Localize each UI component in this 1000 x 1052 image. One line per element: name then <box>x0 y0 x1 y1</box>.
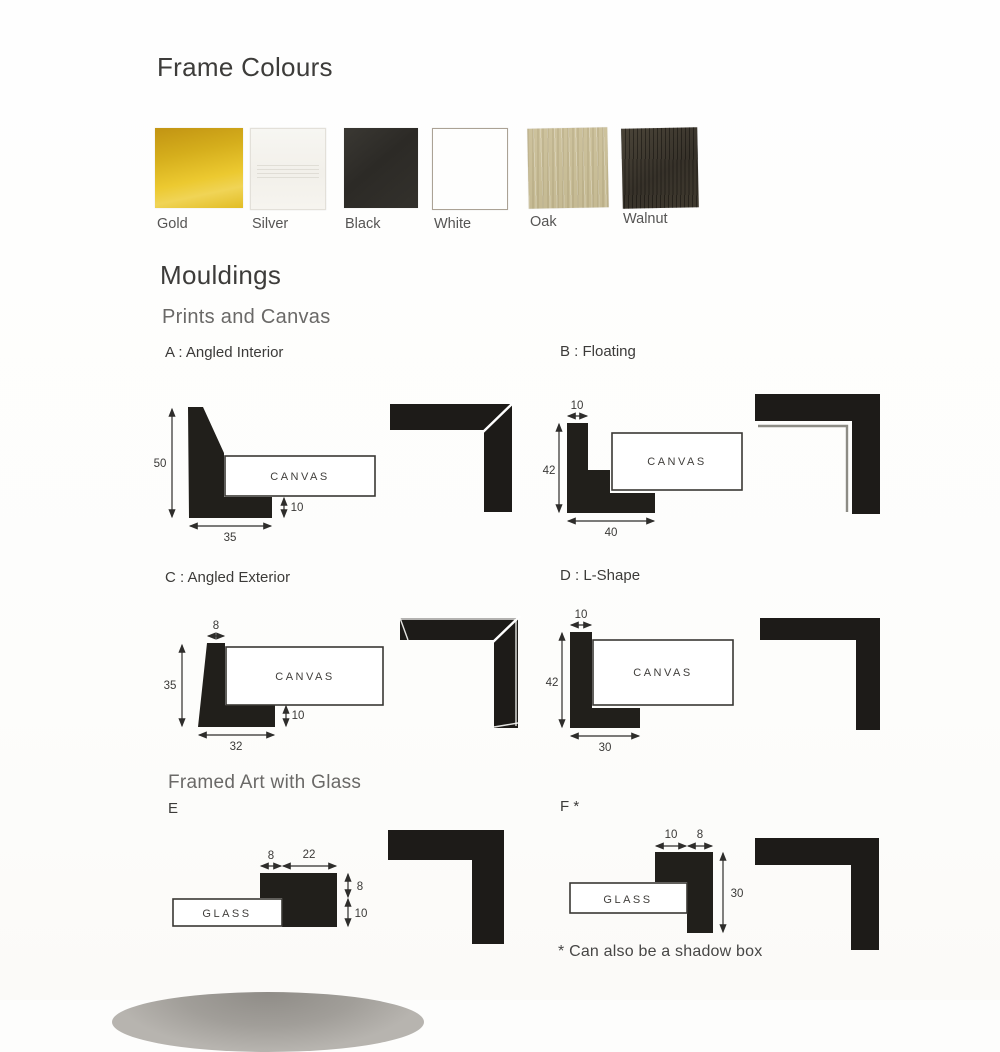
moulding-a-diagram <box>150 398 400 548</box>
swatch-silver <box>250 128 326 210</box>
frame-corner <box>760 618 880 730</box>
corner-sample-f <box>753 836 881 952</box>
dim-right-top: 8 <box>356 881 364 893</box>
floating-gap-line <box>758 426 847 512</box>
corner-sample-a <box>388 400 514 515</box>
moulding-b-diagram <box>542 398 755 543</box>
dim-lip: 10 <box>291 710 305 722</box>
dim-top: 8 <box>212 620 220 632</box>
corner-sample-e <box>386 828 506 946</box>
swatch-black <box>344 128 418 208</box>
glass-label: GLASS <box>603 894 653 906</box>
moulding-c-diagram <box>150 615 400 760</box>
frame-corner <box>388 830 504 944</box>
swatch-label-gold: Gold <box>157 216 188 232</box>
mouldings-title: Mouldings <box>160 260 282 290</box>
moulding-d-label: D : L-Shape <box>560 567 641 584</box>
canvas-label: CANVAS <box>275 671 335 683</box>
canvas-label: CANVAS <box>647 456 707 468</box>
framed-art-heading: Framed Art with Glass <box>168 772 362 793</box>
moulding-e-diagram <box>160 820 390 950</box>
swatch-label-black: Black <box>345 216 381 232</box>
dim-top: 10 <box>574 609 588 621</box>
glass-label: GLASS <box>202 908 252 920</box>
moulding-e-label: E <box>168 800 179 817</box>
dim-right-bottom: 10 <box>354 908 368 920</box>
dim-width: 32 <box>229 741 243 753</box>
dim-width: 40 <box>604 527 618 539</box>
table-edge-shadow <box>112 992 424 1052</box>
moulding-d-diagram <box>545 608 755 758</box>
moulding-a-label: A : Angled Interior <box>165 344 284 361</box>
dim-height: 35 <box>163 680 177 692</box>
frame-corner <box>755 838 879 950</box>
dim-height: 30 <box>730 888 744 900</box>
dim-top-right: 22 <box>302 849 316 861</box>
swatch-white <box>432 128 508 210</box>
dim-height: 42 <box>545 677 559 689</box>
canvas-label: CANVAS <box>270 471 330 483</box>
canvas-label: CANVAS <box>633 667 693 679</box>
corner-sample-c <box>396 612 524 730</box>
swatch-label-white: White <box>434 216 472 232</box>
dim-width: 30 <box>598 742 612 754</box>
dim-lip: 10 <box>290 502 304 514</box>
frame-corner <box>755 394 880 514</box>
dim-top-right: 8 <box>696 829 704 841</box>
swatch-label-walnut: Walnut <box>623 211 668 227</box>
frame-colours-title: Frame Colours <box>157 52 333 82</box>
dim-top-left: 8 <box>267 850 275 862</box>
prints-and-canvas-heading: Prints and Canvas <box>162 306 331 328</box>
shadow-box-footnote: * Can also be a shadow box <box>558 943 763 960</box>
dim-width: 35 <box>223 532 237 544</box>
swatch-walnut <box>621 127 699 209</box>
moulding-b-label: B : Floating <box>560 343 636 360</box>
corner-sample-d <box>758 614 882 732</box>
dim-height: 42 <box>542 465 556 477</box>
dim-height: 50 <box>153 458 167 470</box>
dim-top: 10 <box>570 400 584 412</box>
moulding-c-label: C : Angled Exterior <box>165 569 291 586</box>
moulding-f-diagram <box>545 815 780 960</box>
swatch-label-silver: Silver <box>252 216 289 232</box>
dim-top-left: 10 <box>664 829 678 841</box>
swatch-oak <box>527 127 608 208</box>
corner-sample-b <box>753 392 881 516</box>
swatch-label-oak: Oak <box>530 214 557 230</box>
moulding-f-label: F * <box>560 798 580 815</box>
swatch-gold <box>155 128 243 208</box>
